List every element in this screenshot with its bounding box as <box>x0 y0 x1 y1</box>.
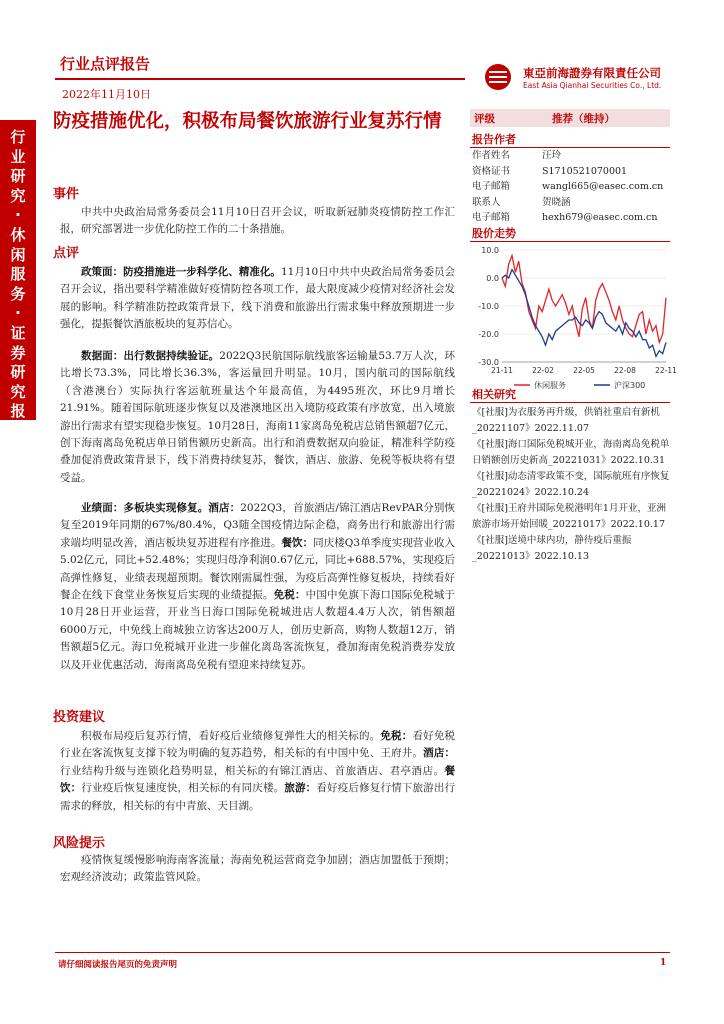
sidebar-label <box>0 128 36 442</box>
sidebar-char: 行 <box>10 128 26 146</box>
policy-text: 11月10日中共中央政治局常务委员会召开会议，指出要科学精准做好疫情防控各项工作，最大限度减少疫情对经济社会发展的影响。科学精准防控政策背景下，线下消费和旅游出行需求集中释放预期进一步强化，提振餐饮酒旅板块的复苏信心。 <box>60 266 455 331</box>
report-type: 行业点评报告 <box>60 55 151 73</box>
risk-text: 疫情恢复缓慢影响海南客流量；海南免税运营商竞争加剧；酒店加盟低于预期；宏观经济波动；政策监管风险。 <box>60 854 455 884</box>
rating-bar <box>470 109 670 127</box>
sidebar-char: 券 <box>10 343 26 362</box>
y-tick-label: 0.0 <box>486 274 499 283</box>
y-tick-label: -10.0 <box>478 302 499 311</box>
author-info-table <box>472 148 663 226</box>
author-field-value: 贺晓涵 <box>542 196 571 208</box>
sidebar-char: · <box>15 206 21 225</box>
footer-divider <box>55 952 670 953</box>
advice-food-lead: 餐饮： <box>60 764 455 795</box>
data-paragraph <box>60 348 455 487</box>
author-row <box>472 179 663 195</box>
x-tick-label: 22-05 <box>573 366 595 375</box>
sidebar-char: 究 <box>10 382 26 401</box>
y-tick-label: -30.0 <box>478 358 499 367</box>
sidebar-char: 业 <box>10 147 26 166</box>
advice-dutyfree-lead: 免税： <box>380 730 413 742</box>
sidebar-char: 服 <box>10 265 26 284</box>
x-tick-label: 22-11 <box>655 366 677 375</box>
company-name-cn: 東亞前海證券有限責任公司 <box>523 66 661 80</box>
sidebar-char: 闲 <box>10 245 26 264</box>
sidebar-char: 告 <box>10 421 26 440</box>
related-research-list <box>472 405 670 565</box>
data-text: 2022Q3民航国际航线旅客运输量53.7万人次，环比增长73.3%，同比增长36.3%，客运量回升明显。10月，国内航司的国际航线（含港澳台）实际执行客运航班量达个年最高值，为4495班次，环比9月增长21.91%。随着国际航班逐步恢复以及港澳地区出入境防疫政策有序放宽，出入境旅游出行需求有望实现稳步恢复。10月28日，海南11家离岛免税店总销售额超7亿元，创下海南离岛免税店单日销售额历史新高。出行和消费数据双向验证，精准科学防疫叠加促消费政策背景下，线下消费持续复苏，餐饮，酒店、旅游、免税等板块将有望受益。 <box>60 350 455 484</box>
logo-mark-icon <box>483 62 517 92</box>
author-field-label: 联系人 <box>472 196 501 208</box>
author-row <box>472 210 663 226</box>
related-item[interactable]: 《[社服]送境中球内功，静待疫后重振_20221013》2022.10.13 <box>472 535 632 562</box>
author-field-value: S1710521070001 <box>542 165 628 177</box>
author-field-label: 电子邮箱 <box>472 212 511 223</box>
policy-paragraph <box>60 264 455 334</box>
author-field-label: 电子邮箱 <box>472 181 511 192</box>
y-tick-label: -20.0 <box>478 330 499 339</box>
related-item[interactable]: 《[社服]王府井国际免税港明年1月开业，亚洲旅游市场开始回暖_20221017》2022.10.17 <box>472 503 666 530</box>
perf-dutyfree-lead: 免税： <box>273 589 306 602</box>
chart-heading-divider <box>470 241 670 242</box>
company-name-en: East Asia Qianhai Securities Co., Ltd. <box>523 81 662 90</box>
y-tick-label: 10.0 <box>481 246 499 255</box>
author-field-value: hexh679@easec.com.cn <box>542 212 658 223</box>
sidebar-char: 究 <box>10 186 26 205</box>
performance-paragraph <box>60 500 455 674</box>
author-field-value: wangl665@easec.com.cn <box>542 181 664 192</box>
header-divider <box>55 78 465 80</box>
advice-heading: 投资建议 <box>53 710 106 725</box>
author-row <box>472 164 663 180</box>
perf-hotel-lead: 酒店： <box>208 502 241 514</box>
advice-food-text: 行业疫后恢复速度快，相关标的有同庆楼。 <box>81 782 285 795</box>
advice-intro: 积极布局疫后复苏行情，看好疫后业绩修复弹性大的相关标的。 <box>81 730 381 742</box>
perf-dutyfree-text: 中国中免旗下海口国际免税城于10月28日开业运营，开业当日海口国际免税城进店人数超4.4万人次，销售额超6000万元，中免线上商城独立访客达200万人，创历史新高，购物人数超12万，销售额超5亿元。海口免税城开业进一步催化离岛客流恢复，叠加海南免税消费券发放以及开业优惠活动，海南离岛免税有望迎来持续复苏。 <box>60 589 456 671</box>
advice-dutyfree-text: 看好免税行业在客流恢复支撑下较为明确的复苏趋势，相关标的有中国中免、王府井。 <box>60 730 456 760</box>
sidebar-char: 研 <box>10 363 26 382</box>
author-row <box>472 195 663 211</box>
related-item[interactable]: 《[社服]动态清零政策不变，国际航班有序恢复_20221024》2022.10.24 <box>472 471 670 498</box>
authors-heading: 报告作者 <box>472 133 516 146</box>
author-row <box>472 148 663 164</box>
sidebar-char: 务 <box>10 284 26 303</box>
risk-heading: 风险提示 <box>53 836 106 851</box>
rating-value: 推荐（维持） <box>552 113 615 125</box>
advice-paragraph <box>60 728 455 815</box>
chart-heading: 股价走势 <box>472 227 516 240</box>
legend-label: 沪深300 <box>614 381 646 390</box>
related-item[interactable]: 《[社服]海口国际免税城开业，海南离岛免税单日销额创历史新高_20221031》2022.10.31 <box>472 439 670 466</box>
advice-hotel-text: 行业结构升级与连锁化趋势明显，相关标的有锦江酒店、首旅酒店、君亭酒店。 <box>60 764 445 777</box>
advice-travel-text: 看好疫后修复行情下旅游出行需求的释放，相关标的有中青旅、天目湖。 <box>60 782 456 812</box>
stock-price-chart <box>470 244 677 404</box>
disclaimer-note: 请仔细阅读报告尾页的免责声明 <box>58 960 178 970</box>
category-sidebar <box>0 120 36 440</box>
perf-lead: 业绩面：多板块实现修复。 <box>81 502 209 514</box>
sidebar-char: 休 <box>10 225 26 244</box>
policy-lead: 政策面：防疫措施进一步科学化、精准化。 <box>81 266 281 278</box>
comment-heading: 点评 <box>53 246 80 261</box>
sidebar-char: 报 <box>10 402 26 421</box>
report-date: 2022年11月10日 <box>62 88 151 101</box>
page-title: 防疫措施优化，积极布局餐饮旅游行业复苏行情 <box>53 111 442 132</box>
author-field-label: 作者姓名 <box>472 150 511 161</box>
related-divider <box>470 402 670 403</box>
author-field-label: 资格证书 <box>472 165 511 177</box>
page-number: 1 <box>660 958 667 968</box>
x-tick-label: 22-08 <box>614 366 636 375</box>
company-logo <box>483 62 673 92</box>
x-tick-label: 22-02 <box>532 366 554 375</box>
data-lead: 数据面：出行数据持续验证。 <box>81 350 220 362</box>
sidebar-char: 研 <box>10 167 26 186</box>
perf-food-text: 同庆楼Q3单季度实现营业收入5.02亿元，同比+52.48%；实现归母净利润0.67亿元，同比+688.57%，实现疫后高弹性修复，业绩表现超预期。餐饮刚需属性强，为疫后高弹性修复板块，持续看好餐企在线下食堂业务恢复后实现的业绩提振。 <box>60 536 456 602</box>
author-field-value: 汪玲 <box>542 150 562 161</box>
x-tick-label: 21-11 <box>491 366 513 375</box>
advice-hotel-lead: 酒店： <box>423 747 456 760</box>
related-item[interactable]: 《[社服]为衣服务再升级，供销社重启有新机_20221107》2022.11.07 <box>472 407 660 434</box>
sidebar-char: 证 <box>10 323 26 342</box>
event-text: 中共中央政治局常务委员会11月10日召开会议，听取新冠肺炎疫情防控工作汇报，研究部署进一步优化防控工作的二十条措施。 <box>60 206 455 236</box>
legend-label: 休闲服务 <box>534 381 566 390</box>
event-heading: 事件 <box>53 187 80 202</box>
rating-label: 评级 <box>474 113 495 125</box>
related-heading: 相关研究 <box>472 388 516 401</box>
sidebar-char: · <box>15 304 21 323</box>
perf-food-lead: 餐饮： <box>281 536 314 549</box>
advice-travel-lead: 旅游： <box>284 782 317 795</box>
perf-hotel-text: 2022Q3，首旅酒店/锦江酒店RevPAR分别恢复至2019年同期的67%/80.4%，Q3随全国疫情边际企稳，商务出行和旅游出行需求端均明显改善，酒店板块复苏进程有序推进。 <box>60 502 455 549</box>
